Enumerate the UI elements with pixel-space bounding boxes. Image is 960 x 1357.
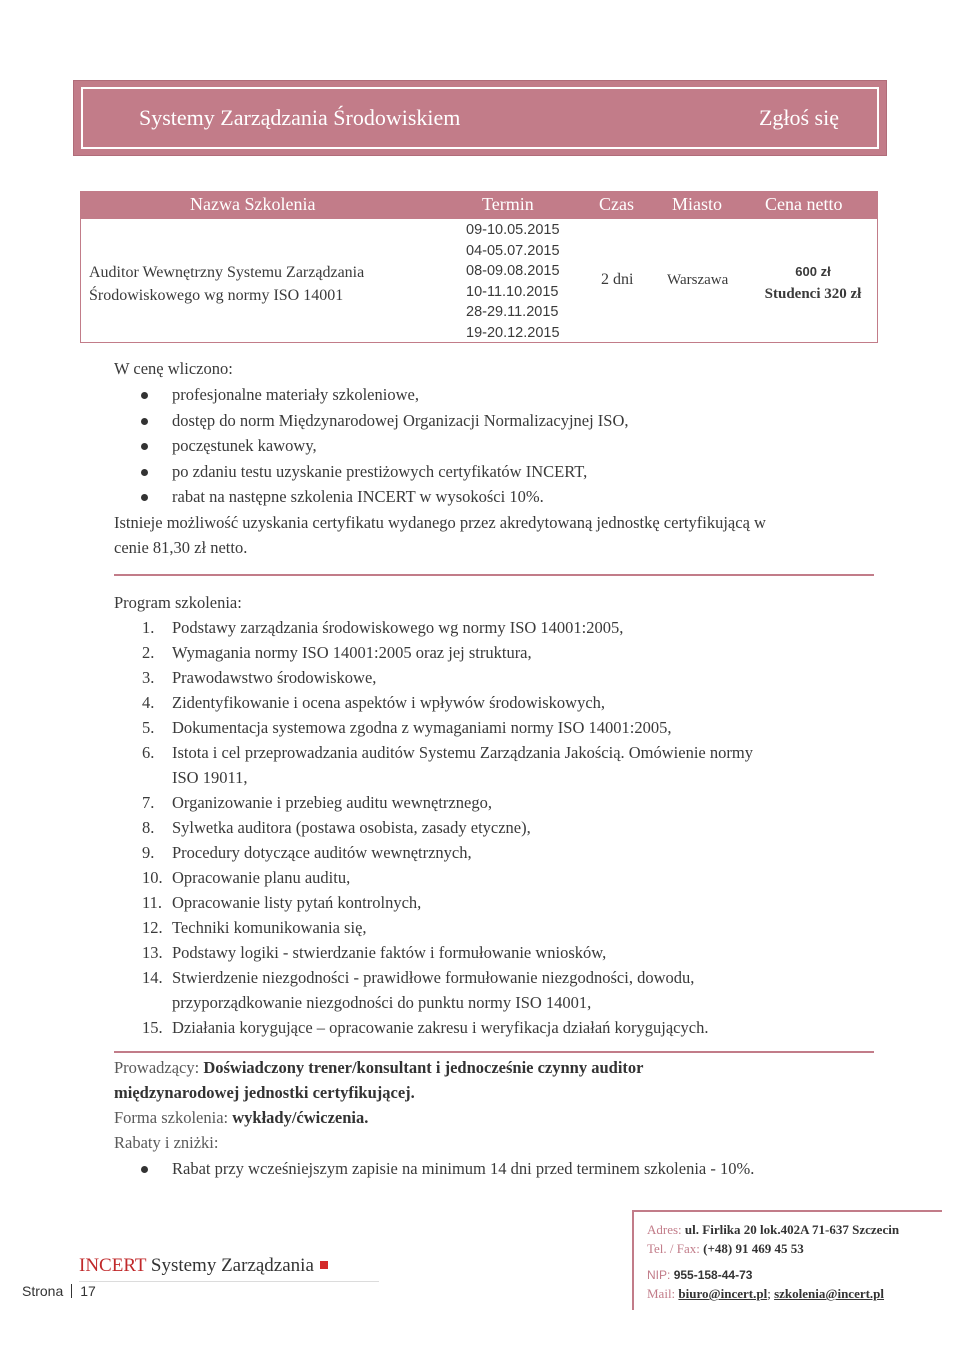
program-title: Program szkolenia:: [114, 593, 242, 612]
discounts-label: Rabaty i zniżki:: [114, 1133, 219, 1152]
date-item: 04-05.07.2015: [466, 242, 560, 259]
brand-square-icon: [320, 1261, 328, 1269]
note-line1: Istnieje możliwość uzyskania certyfikatu wydanego przez akredytowaną jednostkę certyfikującą w: [114, 512, 766, 532]
address-value: ul. Firlika 20 lok.402A 71-637 Szczecin: [684, 1222, 900, 1237]
banner-frame: [81, 87, 879, 149]
contact-address: [647, 1222, 899, 1238]
included-list: [114, 382, 874, 510]
form-line: [114, 1105, 874, 1130]
certificate-note: [114, 510, 874, 560]
footer-divider: [79, 1281, 379, 1282]
page-separator: [71, 1284, 72, 1298]
program-item-number: 1.: [142, 618, 155, 637]
program-item: [114, 740, 874, 790]
program-item: [114, 1015, 874, 1040]
course-duration: 2 dni: [601, 271, 634, 288]
bullet-icon: [141, 418, 148, 425]
list-item: [114, 433, 874, 459]
form-value: wykłady/ćwiczenia.: [232, 1108, 369, 1127]
program-item-text: Procedury dotyczące auditów wewnętrznych,: [172, 843, 472, 862]
form-label: Forma szkolenia:: [114, 1108, 229, 1127]
course-price: [757, 261, 869, 305]
program-item: [114, 790, 874, 815]
header-banner: [73, 80, 887, 156]
mail-label: Mail:: [647, 1286, 676, 1301]
list-item: [114, 408, 874, 434]
program-item-text: Działania korygujące – opracowanie zakresu i weryfikacja działań korygujących.: [172, 1018, 709, 1037]
list-item-text: dostęp do norm Międzynarodowej Organizacji Normalizacyjnej ISO,: [172, 410, 629, 430]
program-item-number: 7.: [142, 793, 155, 812]
signup-link[interactable]: Zgłoś się: [758, 105, 839, 130]
course-table: [80, 191, 878, 343]
program-item-number: 8.: [142, 818, 155, 837]
divider: [114, 574, 874, 576]
nip-value: 955-158-44-73: [673, 1268, 753, 1282]
list-item-text: rabat na następne szkolenia INCERT w wysokości 10%.: [172, 487, 544, 506]
program-item-text: przyporządkowanie niezgodności do punktu normy ISO 14001,: [172, 993, 592, 1012]
contact-mail: [647, 1286, 884, 1302]
program-item: [114, 615, 874, 640]
program-item-number: 6.: [142, 743, 155, 762]
address-label: Adres:: [647, 1222, 682, 1237]
header-time: Czas: [599, 194, 634, 214]
discounts-list: [114, 1156, 874, 1182]
date-item: 08-09.08.2015: [466, 263, 560, 279]
header-price: Cena netto: [765, 194, 843, 214]
program-item-text: Organizowanie i przebieg auditu wewnętrznego,: [172, 793, 492, 812]
brand-subtitle: Systemy Zarządzania: [150, 1255, 314, 1276]
course-dates: [466, 220, 560, 343]
date-item: 19-20.12.2015: [466, 324, 560, 341]
date-item: 10-11.10.2015: [466, 283, 559, 300]
program-item-number: 5.: [142, 718, 155, 737]
header-term: Termin: [482, 194, 534, 214]
page-number-value: 17: [80, 1283, 96, 1299]
table-header: [81, 192, 877, 219]
included-title: W cenę wliczono:: [114, 359, 233, 378]
course-name: [89, 261, 449, 307]
list-item-text: poczęstunek kawowy,: [172, 436, 317, 455]
program-item-text: Opracowanie planu auditu,: [172, 868, 351, 887]
bullet-icon: [141, 494, 148, 501]
page-number: [22, 1283, 96, 1299]
program-item-text: Techniki komunikowania się,: [172, 918, 367, 937]
date-item: 09-10.05.2015: [466, 222, 560, 238]
program-item-number: 15.: [142, 1018, 163, 1037]
program-item: [114, 640, 874, 665]
program-item-text: Podstawy zarządzania środowiskowego wg normy ISO 14001:2005,: [172, 618, 624, 637]
program-item-number: 14.: [142, 968, 163, 987]
date-item: 28-29.11.2015: [466, 304, 559, 320]
program-item: [114, 965, 874, 1015]
footer-brand: [79, 1255, 328, 1277]
program-section: [114, 590, 874, 1040]
list-item: [114, 1156, 874, 1182]
program-item-text: Opracowanie listy pytań kontrolnych,: [172, 893, 422, 912]
bullet-icon: [141, 1166, 148, 1173]
program-item-number: 12.: [142, 918, 163, 937]
program-item: [114, 940, 874, 965]
program-item: [114, 815, 874, 840]
bullet-icon: [141, 392, 148, 399]
program-item-number: 10.: [142, 868, 163, 887]
divider: [114, 1051, 874, 1053]
program-item-text: Podstawy logiki - stwierdzanie faktów i formułowanie wniosków,: [172, 943, 607, 962]
price-students: Studenci 320 zł: [764, 286, 862, 302]
phone-value: (+48) 91 469 45 53: [703, 1241, 804, 1256]
program-item-text: Stwierdzenie niezgodności - prawidłowe formułowanie niezgodności, dowodu,: [172, 968, 695, 987]
mail-link-training[interactable]: szkolenia@incert.pl: [774, 1286, 885, 1301]
price-regular: 600 zł: [795, 264, 831, 279]
contact-phone: [647, 1241, 804, 1257]
program-item-text: Prawodawstwo środowiskowe,: [172, 668, 377, 687]
trainer-value: Doświadczony trener/konsultant i jednocześnie czynny auditor: [203, 1058, 644, 1077]
trainer-line: [114, 1055, 874, 1080]
program-item-text: Zidentyfikowanie i ocena aspektów i wpływów środowiskowych,: [172, 693, 606, 712]
program-item: [114, 690, 874, 715]
contact-nip: [647, 1268, 752, 1282]
list-item-text: Rabat przy wcześniejszym zapisie na minimum 14 dni przed terminem szkolenia - 10%.: [172, 1159, 755, 1178]
brand-name: INCERT: [79, 1255, 147, 1276]
program-item-number: 13.: [142, 943, 163, 962]
trainer-section: [114, 1055, 874, 1182]
mail-separator: ;: [767, 1286, 771, 1301]
phone-label: Tel. / Fax:: [647, 1241, 700, 1256]
course-name-line1: Auditor Wewnętrzny Systemu Zarządzania: [89, 264, 365, 281]
program-item-number: 11.: [142, 893, 163, 912]
program-item: [114, 665, 874, 690]
nip-label: NIP:: [647, 1268, 671, 1282]
program-item: [114, 890, 874, 915]
program-item-text: Dokumentacja systemowa zgodna z wymaganiami normy ISO 14001:2005,: [172, 718, 672, 737]
program-item-number: 3.: [142, 668, 155, 687]
program-item: [114, 840, 874, 865]
list-item: [114, 484, 874, 510]
header-city: Miasto: [672, 194, 723, 214]
program-item-text: Wymagania normy ISO 14001:2005 oraz jej struktura,: [172, 643, 532, 662]
mail-link-office[interactable]: biuro@incert.pl: [678, 1286, 768, 1301]
bullet-icon: [141, 469, 148, 476]
course-city: Warszawa: [667, 272, 729, 288]
program-item-text: ISO 19011,: [172, 768, 248, 787]
note-line2: cenie 81,30 zł netto.: [114, 537, 248, 557]
list-item-text: po zdaniu testu uzyskanie prestiżowych certyfikatów INCERT,: [172, 461, 588, 481]
course-name-line2: Środowiskowego wg normy ISO 14001: [89, 287, 344, 304]
banner-title: Systemy Zarządzania Środowiskiem: [139, 105, 461, 130]
program-item-text: Sylwetka auditora (postawa osobista, zasady etyczne),: [172, 818, 531, 837]
page-label: Strona: [22, 1283, 64, 1299]
trainer-value-2: międzynarodowej jednostki certyfikującej.: [114, 1083, 415, 1102]
header-name: Nazwa Szkolenia: [190, 194, 316, 214]
program-item-number: 2.: [142, 643, 155, 662]
program-item-number: 4.: [142, 693, 155, 712]
program-item-text: Istota i cel przeprowadzania auditów Systemu Zarządzania Jakością. Omówienie normy: [172, 743, 753, 762]
trainer-label: Prowadzący:: [114, 1058, 200, 1077]
included-section: [114, 356, 874, 560]
list-item: [114, 459, 874, 485]
list-item-text: profesjonalne materiały szkoleniowe,: [172, 385, 419, 404]
program-item-number: 9.: [142, 843, 155, 862]
program-item: [114, 865, 874, 890]
program-list: [114, 615, 874, 1040]
program-item: [114, 715, 874, 740]
list-item: [114, 382, 874, 408]
program-item: [114, 915, 874, 940]
bullet-icon: [141, 443, 148, 450]
